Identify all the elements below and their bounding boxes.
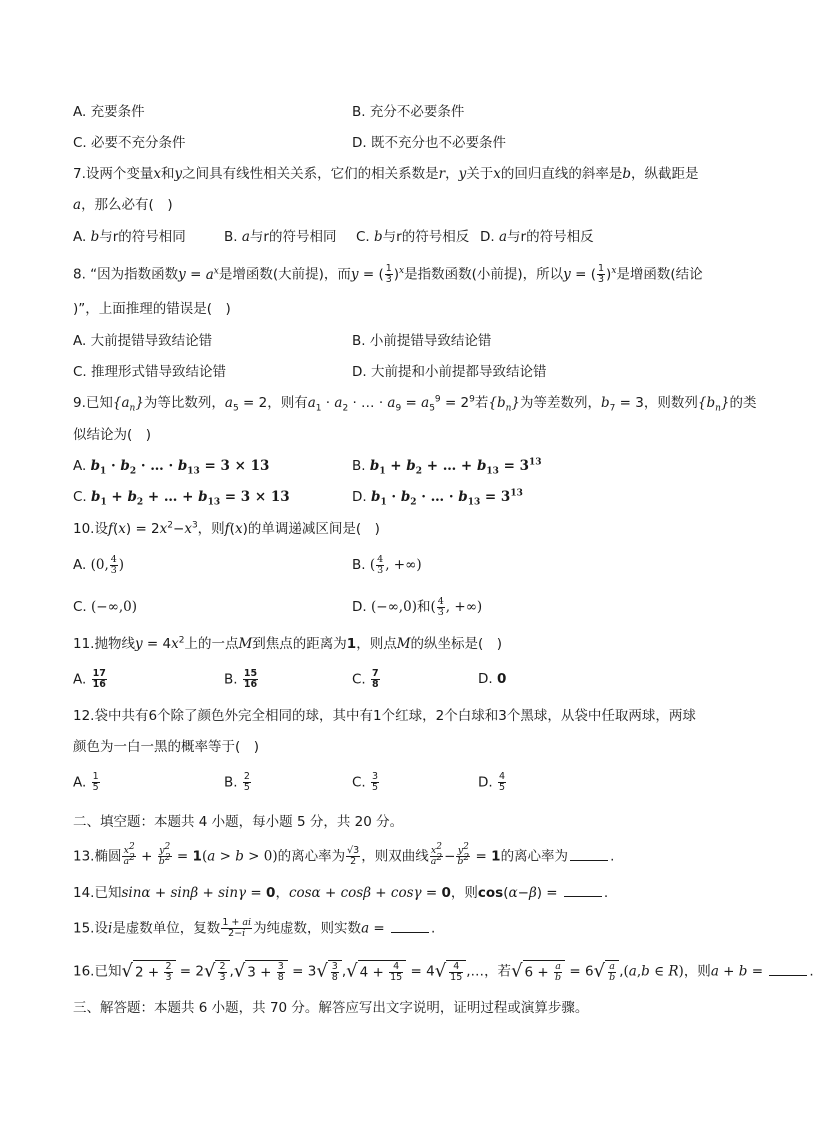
q13-answer-blank[interactable] xyxy=(570,848,608,861)
q12-stem-line1: 12.袋中共有6个除了颜色外完全相同的球，其中有1个红球，2个白球和3个黑球，从袋中任取两球，两球 xyxy=(73,708,696,724)
q15-stem: 15.设i是虚数单位，复数 $\frac{1 + ai}{2-i}$ 为纯虚数，则实数a = . xyxy=(73,917,436,939)
q6-option-a[interactable]: A. 充要条件 xyxy=(73,104,145,120)
q9-stem-line1: 9.已知$\{a_n\}$为等比数列，$a_5 = 2$，则有$a_1 \cdot a_2$ · … · $a_9 = a_5^9 = 2^9$若$\{b_n\}$为等差数列，$b_7 = 3$，则数列$\{b_n\}$的类 xyxy=(73,394,757,414)
q11-stem: 11.抛物线$y = 4x^2$上的一点M到焦点的距离为1，则点M的纵坐标是( ) xyxy=(73,635,503,652)
q7-option-c[interactable]: C. b与r的符号相反 xyxy=(356,229,470,245)
q12-stem-line2: 颜色为一白一黑的概率等于( ) xyxy=(73,739,260,755)
q6-option-d[interactable]: D. 既不充分也不必要条件 xyxy=(352,135,506,151)
q15-answer-blank[interactable] xyxy=(391,920,429,933)
q7-option-a[interactable]: A. b与r的符号相同 xyxy=(73,229,186,245)
q11-option-c[interactable]: C. $\frac{7}{8}$ xyxy=(352,668,379,690)
q7-option-b[interactable]: B. a与r的符号相同 xyxy=(224,229,337,245)
q9-option-b[interactable]: B. $b_1 + b_2$ + … + $b_{13} = 3^{13}$ xyxy=(352,457,542,477)
q7-stem-line2: a，那么必有( ) xyxy=(73,197,173,213)
q8-option-b[interactable]: B. 小前提错导致结论错 xyxy=(352,333,492,349)
q6-option-c[interactable]: C. 必要不充分条件 xyxy=(73,135,186,151)
q7-stem-line1: 7.设两个变量x和y之间具有线性相关关系，它们的相关系数是r，y关于x的回归直线的斜率是b，纵截距是 xyxy=(73,166,699,182)
q12-option-b[interactable]: B. $\frac{2}{5}$ xyxy=(224,771,250,793)
q8-stem-line1: 8. “因为指数函数$y = a^x$是增函数(大前提)，而y = ( $\frac{1}{3}$ )$^x$是指数函数(小前提)，所以y = ( $\frac{1}{3}$ )$^x$是增函数(结论 xyxy=(73,263,703,285)
q9-option-c[interactable]: C. $b_1 + b_2$ + … + $b_{13} = 3 \times 13$ xyxy=(73,489,290,508)
q16-stem: 16.已知√ 2 + $\frac{2}{3}$ = 2√ $\frac{2}{3}$ ,√ 3 + $\frac{3}{8}$ = 3√ $\frac{3}{8}$ ,√ 4 + $\frac{4}{15}$ = 4√ $\frac{4}{15}$ ,…，若√ 6 + $\frac{a}{b}$ = 6√ $\frac{a}{b}$ ,(a,b ∈ R)，则a + b = . xyxy=(73,960,814,983)
section-3-heading: 三、解答题：本题共 6 小题，共 70 分。解答应写出文字说明，证明过程或演算步骤。 xyxy=(73,1000,589,1016)
q10-option-d[interactable]: D. (−∞,0)和( $\frac{4}{3}$ , +∞) xyxy=(352,596,483,618)
section-2-heading: 二、填空题：本题共 4 小题，每小题 5 分，共 20 分。 xyxy=(73,814,404,830)
q9-option-a[interactable]: A. $b_1 \cdot b_2$ · … · $b_{13} = 3 \times 13$ xyxy=(73,458,270,477)
q11-option-a[interactable]: A. $\frac{17}{16}$ xyxy=(73,668,106,690)
q12-option-d[interactable]: D. $\frac{4}{5}$ xyxy=(478,771,506,793)
q9-option-d[interactable]: D. $b_1 \cdot b_2$ · … · $b_{13} = 3^{13}$ xyxy=(352,488,523,508)
q10-option-c[interactable]: C. (−∞,0) xyxy=(73,599,137,615)
q6-option-b[interactable]: B. 充分不必要条件 xyxy=(352,104,465,120)
q9-stem-line2: 似结论为( ) xyxy=(73,427,152,443)
q12-option-c[interactable]: C. $\frac{3}{5}$ xyxy=(352,771,379,793)
q11-option-d[interactable]: D. 0 xyxy=(478,671,507,687)
q8-option-a[interactable]: A. 大前提错导致结论错 xyxy=(73,333,213,349)
q11-option-b[interactable]: B. $\frac{15}{16}$ xyxy=(224,668,258,690)
q10-option-b[interactable]: B. ( $\frac{4}{3}$ , +∞) xyxy=(352,554,422,576)
q8-option-c[interactable]: C. 推理形式错导致结论错 xyxy=(73,364,227,380)
q16-answer-blank[interactable] xyxy=(769,963,807,976)
q12-option-a[interactable]: A. $\frac{1}{5}$ xyxy=(73,771,99,793)
q14-stem: 14.已知sinα + sinβ + sinγ = 0，cosα + cosβ + cosγ = 0，则cos(α−β) = . xyxy=(73,885,609,901)
q14-answer-blank[interactable] xyxy=(564,884,602,897)
q13-stem: 13.椭圆 $\frac{x^2}{a^2}$ + $\frac{y^2}{b^2}$ = 1(a > b > 0)的离心率为 $\frac{√3}{2}$ ，则双曲线 $\frac{x^2}{a^2}$ − $\frac{y^2}{b^2}$ = 1的离心率为 . xyxy=(73,841,615,867)
q8-option-d[interactable]: D. 大前提和小前提都导致结论错 xyxy=(352,364,547,380)
q10-stem: 10.设$f(x) = 2x^2-x^3$，则f(x)的单调递减区间是( ) xyxy=(73,520,380,537)
q7-option-d[interactable]: D. a与r的符号相反 xyxy=(480,229,594,245)
q10-option-a[interactable]: A. (0, $\frac{4}{3}$ ) xyxy=(73,554,125,576)
q8-stem-line2: )”，上面推理的错误是( ) xyxy=(73,301,231,317)
